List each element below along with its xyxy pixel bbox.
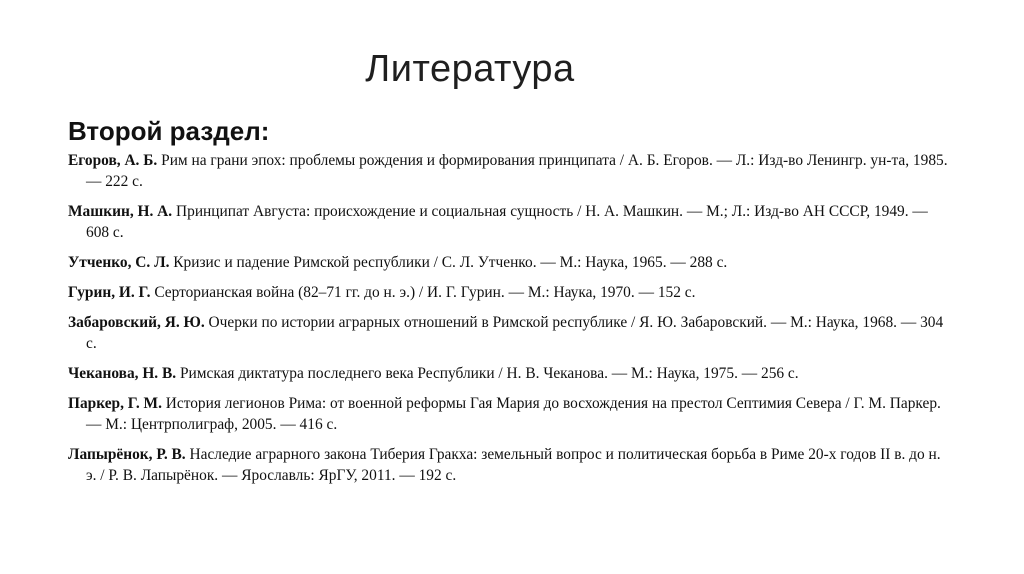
- reference-author: Чеканова, Н. В.: [68, 365, 177, 382]
- reference-item: [68, 201, 948, 243]
- reference-item: [68, 150, 948, 192]
- reference-text: Рим на грани эпох: проблемы рождения и формирования принципата / А. Б. Егоров. — Л.: Изд-во Ленингр. ун-та, 1985. — 222 с.: [86, 152, 948, 190]
- reference-author: Гурин, И. Г.: [68, 284, 151, 301]
- reference-text: История легионов Рима: от военной реформы Гая Мария до восхождения на престол Септимия Севера / Г. М. Паркер. — М.: Центрполиграф, 2005. — 416 с.: [86, 395, 941, 433]
- reference-author: Лапырёнок, Р. В.: [68, 446, 186, 463]
- reference-text: Кризис и падение Римской республики / С. Л. Утченко. — М.: Наука, 1965. — 288 с.: [169, 254, 728, 271]
- reference-item: [68, 282, 948, 303]
- reference-item: [68, 393, 948, 435]
- reference-text: Серторианская война (82–71 гг. до н. э.) / И. Г. Гурин. — М.: Наука, 1970. — 152 с.: [150, 284, 696, 301]
- reference-author: Машкин, Н. А.: [68, 203, 173, 220]
- reference-author: Утченко, С. Л.: [68, 254, 170, 271]
- reference-author: Забаровский, Я. Ю.: [68, 314, 205, 331]
- reference-author: Паркер, Г. М.: [68, 395, 162, 412]
- section-heading-rest: раздел:: [162, 116, 270, 146]
- section-heading: [68, 116, 269, 147]
- reference-item: [68, 444, 948, 486]
- reference-list: [68, 150, 948, 495]
- section-heading-bold: Второй: [68, 116, 163, 146]
- reference-text: Принципат Августа: происхождение и социальная сущность / Н. А. Машкин. — М.; Л.: Изд-во АН СССР, 1949. — 608 с.: [86, 203, 928, 241]
- slide-title: Литература: [365, 48, 575, 90]
- reference-item: [68, 252, 948, 273]
- reference-text: Римская диктатура последнего века Республики / Н. В. Чеканова. — М.: Наука, 1975. — 256 с.: [176, 365, 799, 382]
- reference-author: Егоров, А. Б.: [68, 152, 158, 169]
- reference-text: Наследие аграрного закона Тиберия Гракха: земельный вопрос и политическая борьба в Риме 20-х годов II в. до н. э. / Р. В. Лапырёнок. — Ярославль: ЯрГУ, 2011. — 192 с.: [86, 446, 941, 484]
- reference-item: [68, 312, 948, 354]
- reference-item: [68, 363, 948, 384]
- reference-text: Очерки по истории аграрных отношений в Римской республике / Я. Ю. Забаровский. — М.: Наука, 1968. — 304 с.: [86, 314, 944, 352]
